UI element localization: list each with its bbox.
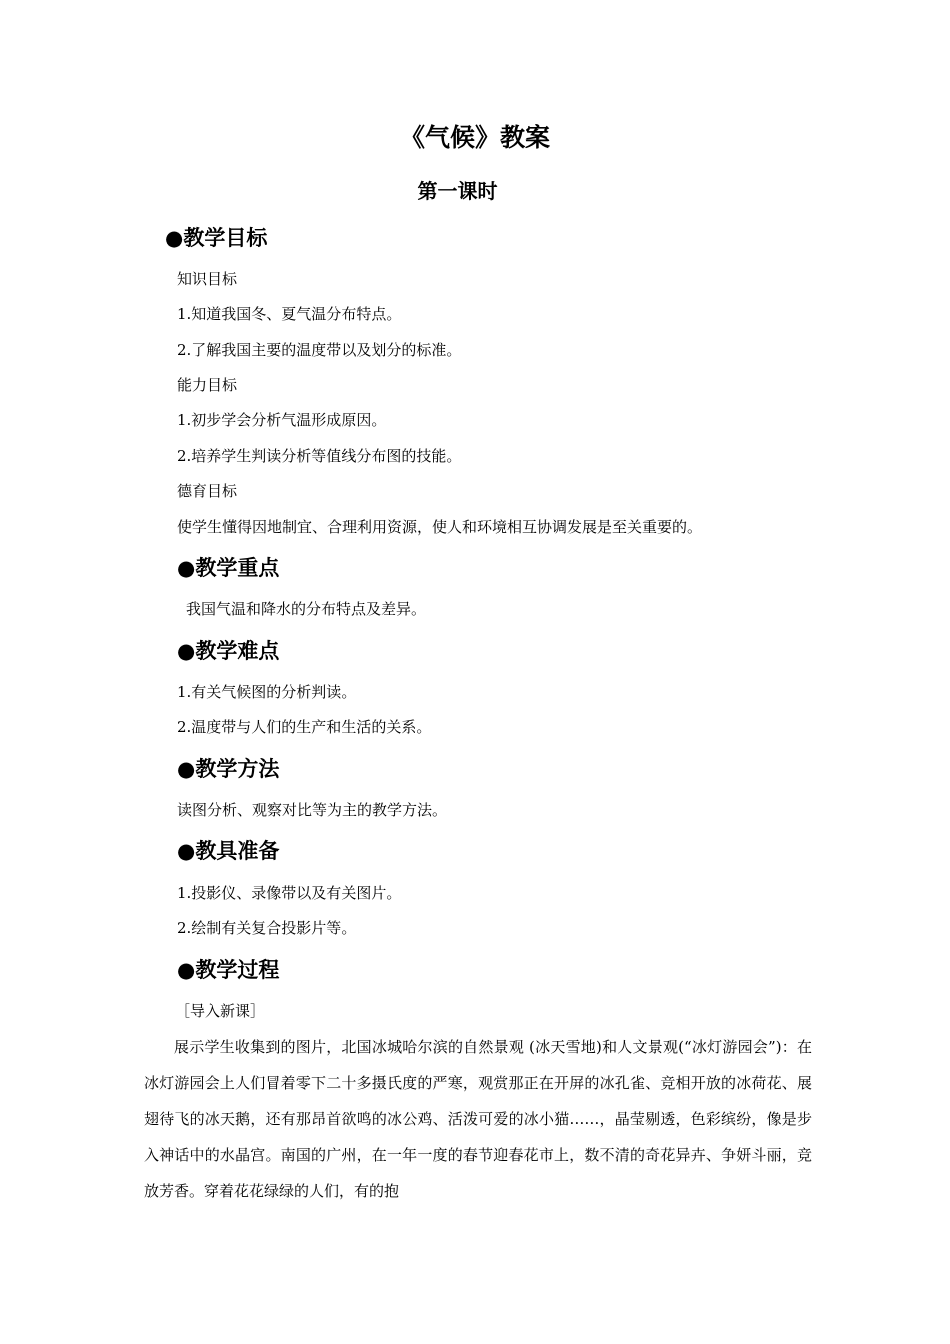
difficulty-item: 1.有关气候图的分析判读。: [177, 683, 357, 701]
intro-paragraph: 展示学生收集到的图片，北国冰城哈尔滨的自然景观 (冰天雪地)和人文景观(“冰灯游园会”)：在冰灯游园会上人们冒着零下二十多摄氏度的严寒，观赏那正在开屏的冰孔雀、竞相开放的冰荷花、展翅待飞的冰天鹅，还有那昂首欲鸣的冰公鸡、活泼可爱的冰小猫……，晶莹剔透，色彩缤纷，像是步入神话中的水晶宫。南国的广州，在一年一度的春节迎春花市上，数不清的奇花异卉、争妍斗丽，竞放芳香。穿着花花绿绿的人们，有的抱: [144, 1038, 812, 1200]
heading-process: ●教学过程: [177, 958, 280, 982]
methods-text: 读图分析、观察对比等为主的教学方法。: [177, 801, 448, 819]
difficulty-item: 2.温度带与人们的生产和生活的关系。: [177, 718, 432, 736]
ability-goal-item: 2.培养学生判读分析等值线分布图的技能。: [177, 447, 462, 465]
moral-goal-text: 使学生懂得因地制宜、合理利用资源，使人和环境相互协调发展是至关重要的。: [177, 518, 703, 536]
heading-teaching-goals: ●教学目标: [165, 226, 268, 250]
tool-item: 1.投影仪、录像带以及有关图片。: [177, 884, 402, 902]
heading-key-points: ●教学重点: [177, 556, 280, 580]
knowledge-goal-item: 1.知道我国冬、夏气温分布特点。: [177, 305, 402, 323]
ability-goals-label: 能力目标: [177, 376, 238, 394]
intro-label: ［导入新课］: [175, 1002, 266, 1020]
ability-goal-item: 1.初步学会分析气温形成原因。: [177, 411, 387, 429]
heading-methods: ●教学方法: [177, 757, 280, 781]
moral-goals-label: 德育目标: [177, 482, 238, 500]
tool-item: 2.绘制有关复合投影片等。: [177, 919, 357, 937]
knowledge-goals-label: 知识目标: [177, 270, 238, 288]
heading-difficulties: ●教学难点: [177, 639, 280, 663]
heading-tools: ●教具准备: [177, 839, 280, 863]
page-title: 《气候》教案: [399, 123, 550, 152]
lesson-subtitle: 第一课时: [417, 179, 498, 203]
key-points-text: 我国气温和降水的分布特点及差异。: [186, 600, 427, 618]
knowledge-goal-item: 2.了解我国主要的温度带以及划分的标准。: [177, 341, 462, 359]
